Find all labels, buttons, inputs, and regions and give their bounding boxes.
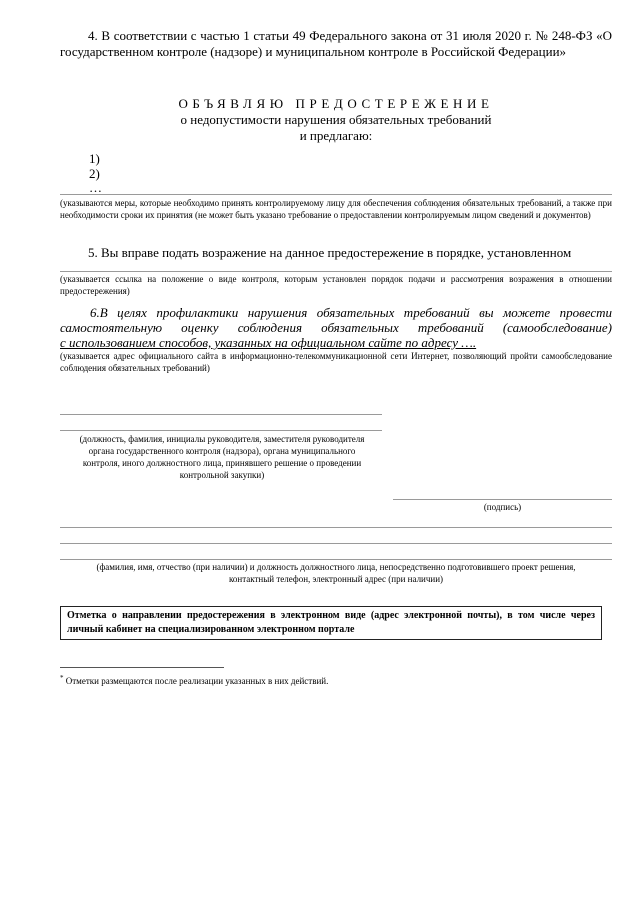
signature-line [393, 499, 612, 500]
objection-note: (указывается ссылка на положение о виде контроля, которым установлен порядок подачи и рассмотрения возражения в отношении предостережения) [60, 274, 612, 296]
electronic-sending-box: Отметка о направлении предостережения в электронном виде (адрес электронной почты), в том числе через личный кабинет на специализированном электронном портале [60, 606, 602, 640]
preparer-line-2 [60, 543, 612, 544]
footnote [60, 672, 612, 687]
section-6-site-line: с использованием способов, указанных на официальном сайте по адресу …. [60, 335, 477, 350]
section-4-paragraph: 4. В соответствии с частью 1 статьи 49 Федерального закона от 31 июля 2020 г. № 248-ФЗ «О государственном контроле (надзоре) и муниципальном контроле в Российской Федерации» [60, 28, 612, 59]
document-heading: ОБЪЯВЛЯЮ ПРЕДОСТЕРЕЖЕНИЕ [178, 96, 494, 111]
preparer-line-3 [60, 559, 612, 560]
site-note: (указывается адрес официального сайта в информационно-телекоммуникационной сети Интернет, позволяющий пройти самообследование соблюдения обязательных требований) [60, 351, 612, 373]
objection-line [60, 271, 612, 272]
signature-note: (подпись) [483, 502, 522, 512]
preparer-line-1 [60, 527, 612, 528]
section-6-paragraph [60, 305, 612, 350]
preparer-note: (фамилия, имя, отчество (при наличии) и должность должностного лица, непосредственно подготовившего проект решения, контактный телефон, электронный адрес (при наличии) [96, 562, 576, 584]
list-item: 2) [89, 166, 100, 181]
section-6-text: 6.В целях профилактики нарушения обязательных требований вы можете провести самостоятельную оценку соблюдения обязательных требований (самообследование) [60, 305, 612, 335]
footnote-separator [60, 667, 224, 668]
measures-note: (указываются меры, которые необходимо принять контролируемому лицу для обеспечения соблюдения обязательных требований, а также при необходимости сроки их принятия (не может быть указано требование о предоставлении контролируемым лицом сведений и документов) [60, 198, 612, 220]
footnote-text: Отметки размещаются после реализации указанных в них действий. [63, 676, 329, 686]
list-item: 1) [89, 151, 100, 166]
official-line-2 [60, 430, 382, 431]
list-item: … [89, 180, 102, 195]
footnote-mark: * [60, 674, 64, 682]
heading-subtitle: о недопустимости нарушения обязательных требований [180, 112, 492, 127]
official-line-1 [60, 414, 382, 415]
section-5-paragraph: 5. Вы вправе подать возражение на данное предостережение в порядке, установленном [88, 245, 572, 260]
measures-line [60, 194, 612, 195]
official-note: (должность, фамилия, инициалы руководителя, заместителя руководителя органа государственного контроля (надзора), органа муниципального контроля, иного должностного лица, принявшего решение о проведении контрольной закупки) [79, 434, 365, 480]
heading-proposal: и предлагаю: [299, 128, 373, 143]
